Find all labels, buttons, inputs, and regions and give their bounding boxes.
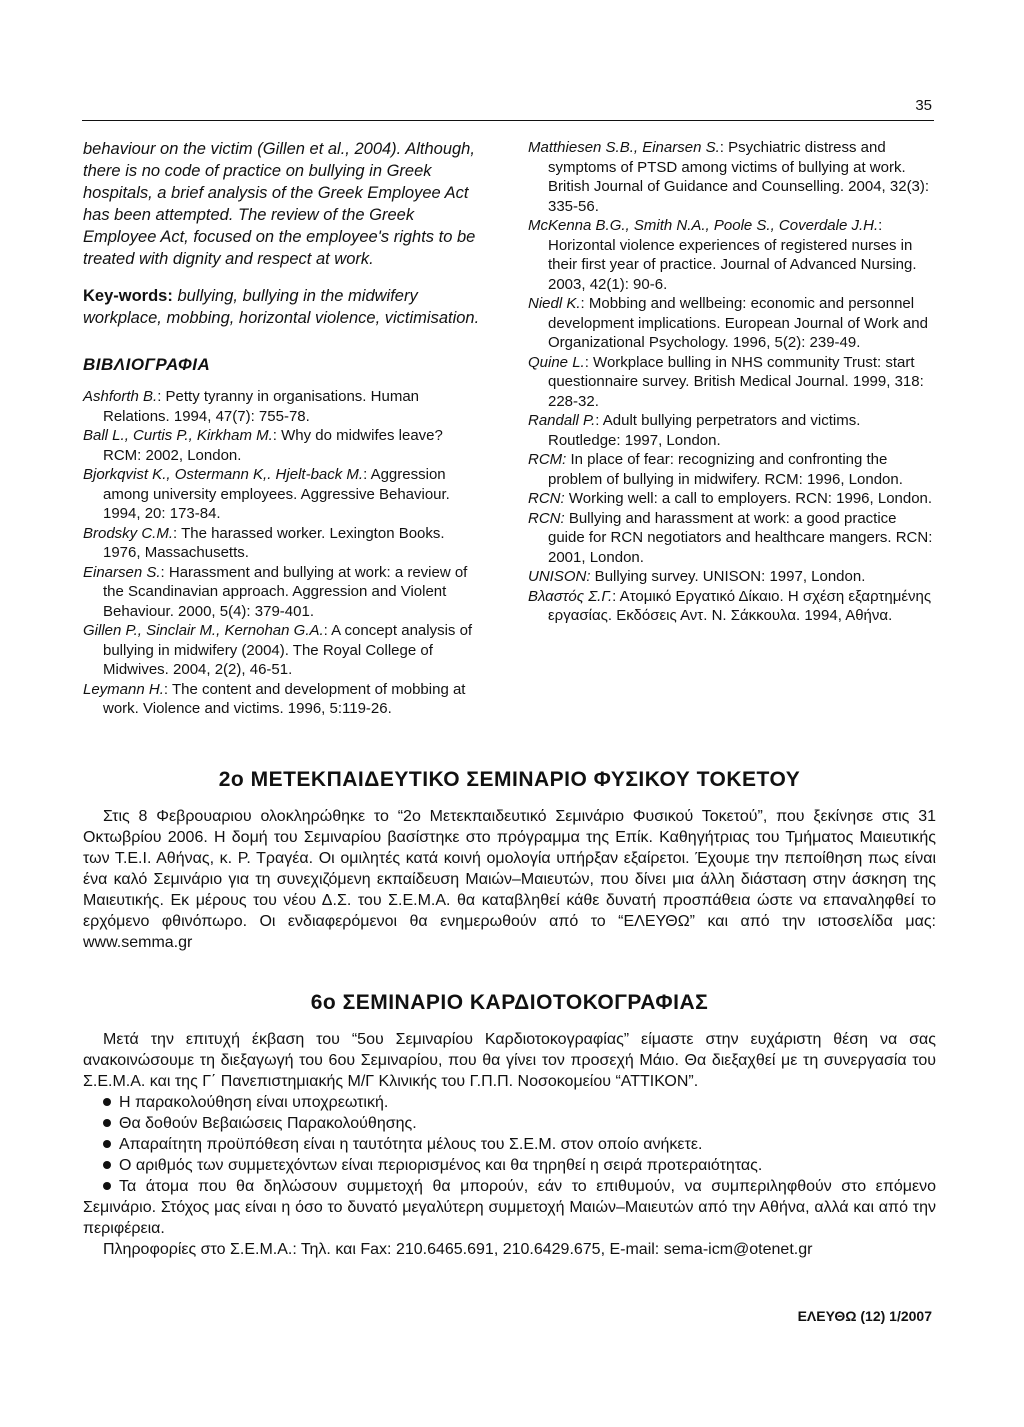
- reference-authors: Ashforth B.: [83, 388, 158, 405]
- reference-text: : A concept analysis of bullying in midwifery (2004). The Royal College of Midwives. 2004, 2(2), 46-51.: [103, 622, 473, 678]
- seminar-1-title: 2ο ΜΕΤΕΚΠΑΙΔΕΥΤΙΚΟ ΣΕΜΙΝΑΡΙΟ ΦΥΣΙΚΟΥ ΤΟΚΕΤΟΥ: [218, 768, 801, 791]
- reference-item: [83, 465, 483, 524]
- reference-authors: Βλαστός Σ.Γ.: [528, 587, 613, 605]
- bullet-icon: [103, 1161, 111, 1169]
- reference-authors: Bjorkqvist K., Ostermann K,. Hjelt-back M.: [83, 466, 364, 483]
- keywords: [83, 285, 483, 329]
- reference-authors: RCN:: [528, 490, 565, 507]
- abstract-text: behaviour on the victim (Gillen et al., 2004). Although, there is no code of practice on bullying in Greek hospitals, a brief analysis of the Greek Employee Act has been attempted. The review of the Greek Employee Act, focused on the employee's rights to be treated with dignity and respect at work.: [83, 140, 476, 268]
- seminar-2-contact: Πληροφορίες στο Σ.Ε.Μ.Α.: Τηλ. και Fax: 210.6465.691, 210.6429.675, E-mail: sema-icm@otenet.gr: [103, 1241, 813, 1258]
- reference-item: [83, 524, 483, 563]
- reference-text: : Mobbing and wellbeing: economic and personnel development implications. European Journal of Work and Organizational Psychology. 1996, 5(2): 239-49.: [548, 295, 928, 351]
- reference-text: : Ατομικό Εργατικό Δίκαιο. Η σχέση εξαρτημένης εργασίας. Εκδόσεις Αντ. Ν. Σάκκουλα. 1994, Αθήνα.: [548, 587, 932, 624]
- reference-authors: Einarsen S.: [83, 563, 161, 581]
- reference-text: : The content and development of mobbing at work. Violence and victims. 1996, 5:119-26.: [103, 680, 466, 717]
- seminar-2-title: 6ο ΣΕΜΙΝΑΡΙΟ ΚΑΡΔΙΟΤΟΚΟΓΡΑΦΙΑΣ: [310, 991, 709, 1014]
- bullet-icon: [103, 1182, 111, 1190]
- reference-item: [83, 680, 483, 719]
- reference-authors: Gillen P., Sinclair M., Kernohan G.A.: [83, 622, 324, 639]
- reference-item: [528, 138, 936, 216]
- bullet-item: Απαραίτητη προϋπόθεση είναι η ταυτότητα μέλους του Σ.Ε.Μ. στον οποίο ανήκετε.: [83, 1134, 936, 1155]
- reference-authors: Ball L., Curtis P., Kirkham M.: [83, 427, 273, 444]
- reference-text: : Adult bullying perpetrators and victims. Routledge: 1997, London.: [548, 412, 861, 449]
- header-rule: [82, 120, 934, 121]
- reference-item: [83, 621, 483, 680]
- reference-text: : Horizontal violence experiences of registered nurses in their first year of practice. Journal of Advanced Nursing. 2003, 42(1): 90-6.: [548, 217, 917, 293]
- bullet-icon: [103, 1119, 111, 1127]
- bullet-icon: [103, 1140, 111, 1148]
- reference-authors: RCN:: [528, 509, 565, 527]
- references-heading: ΒΙΒΛΙΟΓΡΑΦΙΑ: [83, 355, 211, 374]
- keywords-label: Key-words:: [83, 287, 173, 305]
- reference-text: Bullying and harassment at work: a good practice guide for RCN negotiators and healthcare mangers. RCN: 2001, London.: [548, 509, 933, 566]
- page-number: 35: [915, 97, 932, 114]
- references-right-list: [528, 138, 936, 626]
- reference-authors: Quine L.: [528, 353, 585, 371]
- reference-item: [528, 489, 936, 509]
- reference-text: : Petty tyranny in organisations. Human Relations. 1994, 47(7): 755-78.: [103, 388, 419, 425]
- bullet-item: Η παρακολούθηση είναι υποχρεωτική.: [83, 1092, 936, 1113]
- seminar-2-section: [83, 991, 936, 1260]
- reference-text: : The harassed worker. Lexington Books. 1976, Massachusetts.: [103, 524, 445, 561]
- seminar-2-bullets: [83, 1092, 936, 1239]
- reference-authors: Randall P.: [528, 412, 596, 429]
- reference-authors: RCM:: [528, 451, 567, 468]
- reference-item: [528, 587, 936, 626]
- bullet-item: Ο αριθμός των συμμετεχόντων είναι περιορισμένος και θα τηρηθεί η σειρά προτεραιότητας.: [83, 1155, 936, 1176]
- reference-item: [528, 567, 936, 587]
- reference-authors: Matthiesen S.B., Einarsen S.: [528, 139, 720, 156]
- right-column: [528, 138, 936, 626]
- reference-item: [83, 426, 483, 465]
- reference-text: : Why do midwifes leave? RCM: 2002, London.: [103, 427, 443, 464]
- reference-authors: Brodsky C.M.: [83, 524, 174, 542]
- reference-item: [83, 387, 483, 426]
- seminar-1-body: Στις 8 Φεβρουαριου ολοκληρώθηκε το “2ο Μετεκπαιδευτικό Σεμινάριο Φυσικού Τοκετού”, που ξεκίνησε στις 31 Οκτωβρίου 2006. Η δομή του Σεμιναρίου βασίστηκε στο πρόγραμμα της Επίκ. Καθηγήτριας του Τμήματος Μαιευτικής των Τ.Ε.Ι. Αθήνας, κ. Ρ. Τραγέα. Οι ομιλητές κατά κοινή ομολογία υπήρξαν εξαίρετοι. Έχουμε την πεποίθηση πως είναι ένα καλό Σεμινάριο για τη συνεχιζόμενη εκπαίδευση Μαιών–Μαιευτών, που δίνει μια άλλη διάσταση στην άσκηση της Μαιευτικής. Εκ μέρους του νέου Δ.Σ. του Σ.Ε.Μ.Α. θα καταβληθεί κάθε δυνατή προσπάθεια ώστε να επαναληφθεί το ερχόμενο φθινόπωρο. Οι ενδιαφερόμενοι θα ενημερωθούν από το “ΕΛΕΥΘΩ” και από την ιστοσελίδα μας: www.semma.gr: [83, 808, 936, 951]
- reference-text: Working well: a call to employers. RCN: 1996, London.: [564, 490, 933, 507]
- bullet-item: Τα άτομα που θα δηλώσουν συμμετοχή θα μπορούν, εάν το επιθυμούν, να συμπεριληφθούν στο επόμενο Σεμινάριο. Στόχος μας είναι η όσο το δυνατό μεγαλύτερη συμμετοχή Μαιών–Μαιευτών από την Αθήνα, αλλά και από την περιφέρεια.: [83, 1178, 936, 1237]
- reference-text: In place of fear: recognizing and confronting the problem of bullying in midwifery. RCM: 1996, London.: [548, 451, 903, 488]
- footer-issue: ΕΛΕΥΘΩ (12) 1/2007: [797, 1308, 932, 1324]
- reference-authors: Niedl K.: [528, 295, 581, 312]
- reference-text: : Workplace bulling in NHS community Trust: start questionnaire survey. British Medical Journal. 1999, 318: 228-32.: [548, 353, 924, 410]
- reference-text: : Harassment and bullying at work: a review of the Scandinavian approach. Aggression and Violent Behaviour. 2000, 5(4): 379-401.: [103, 563, 468, 620]
- reference-item: [528, 294, 936, 353]
- reference-text: : Psychiatric distress and symptoms of PTSD among victims of bullying at work. British Journal of Guidance and Counselling. 2004, 32(3): 335-56.: [548, 139, 930, 215]
- seminar-2-intro: Μετά την επιτυχή έκβαση του “5ου Σεμιναρίου Καρδιοτοκογραφίας” είμαστε στην ευχάριστη θέση να σας ανακοινώσουμε τη διεξαγωγή του 6ου Σεμιναρίου, που θα γίνει τον προσεχή Μάιο. Θα διεξαχθεί με τη συνεργασία του Σ.Ε.Μ.Α. και της Γ΄ Πανεπιστημιακής Μ/Γ Κλινικής του Γ.Π.Π. Νοσοκομείου “ΑΤΤΙΚΟΝ”.: [83, 1031, 936, 1090]
- left-column: [83, 138, 483, 719]
- bullet-icon: [103, 1098, 111, 1106]
- reference-authors: UNISON:: [528, 568, 591, 585]
- reference-item: [528, 411, 936, 450]
- reference-authors: McKenna B.G., Smith N.A., Poole S., Coverdale J.H.: [528, 217, 879, 234]
- reference-item: [83, 563, 483, 622]
- reference-text: Bullying survey. UNISON: 1997, London.: [590, 568, 866, 585]
- reference-item: [528, 450, 936, 489]
- reference-item: [528, 353, 936, 412]
- reference-text: : Aggression among university employees. Aggressive Behaviour. 1994, 20: 173-84.: [103, 466, 450, 522]
- reference-authors: Leymann H.: [83, 680, 164, 698]
- reference-item: [528, 509, 936, 568]
- references-left-list: [83, 387, 483, 719]
- reference-item: [528, 216, 936, 294]
- keywords-text: bullying, bullying in the midwifery workplace, mobbing, horizontal violence, victimisation.: [83, 287, 480, 327]
- seminar-1-section: [83, 768, 936, 953]
- bullet-item: Θα δοθούν Βεβαιώσεις Παρακολούθησης.: [83, 1113, 936, 1134]
